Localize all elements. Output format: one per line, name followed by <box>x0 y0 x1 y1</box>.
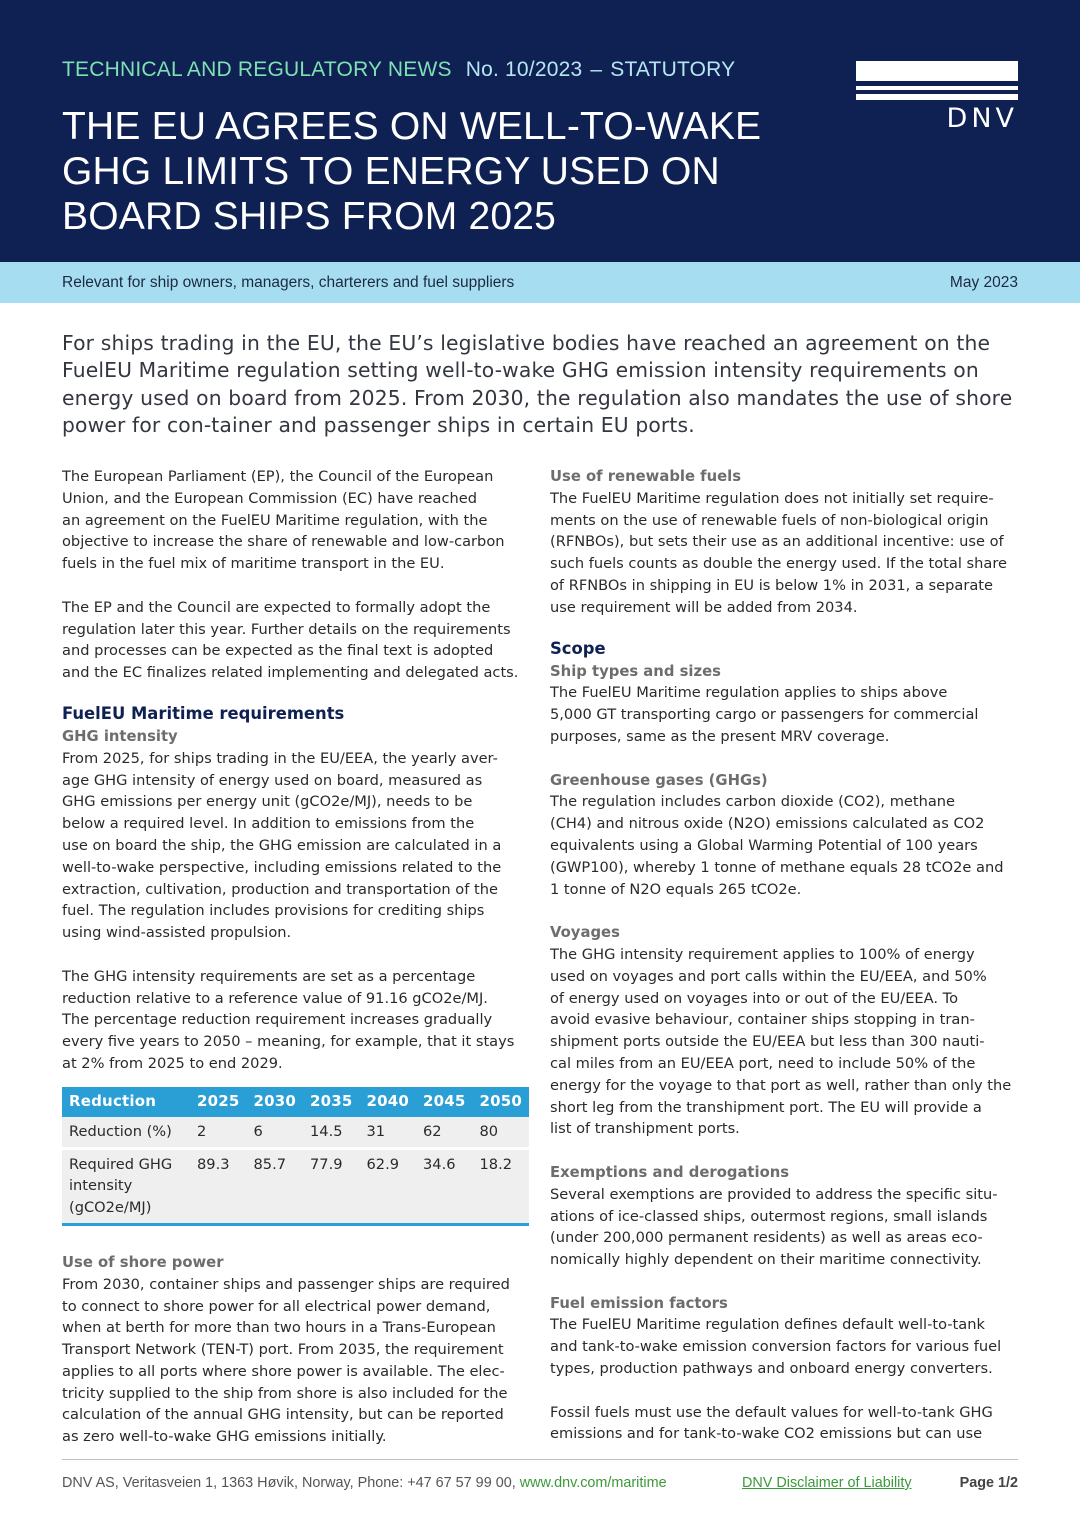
table-row <box>62 1148 529 1224</box>
intro-paragraph-1 <box>62 466 532 575</box>
lead-line: For ships trading in the EU, the EU’s legislative bodies have reached an agreement on the <box>62 331 991 355</box>
disclaimer-link[interactable]: DNV Disclaimer of Liability <box>742 1475 912 1491</box>
page-number: Page 1/2 <box>959 1475 1018 1491</box>
subheading-exemptions: Exemptions and derogations <box>550 1163 790 1181</box>
text-line: GHG emissions per energy unit (gCO2e/MJ), needs to be <box>62 793 473 811</box>
issue-number: No. 10/2023 <box>465 58 583 81</box>
text-line: The FuelEU Maritime regulation defines default well-to-tank <box>550 1316 985 1334</box>
text-line: shipment ports outside the EU/EEA but less than 300 nauti- <box>550 1033 985 1051</box>
text-line: use requirement will be added from 2034. <box>550 598 858 616</box>
text-line: avoid evasive behaviour, container ships stopping in tran- <box>550 1011 975 1029</box>
text-line: The EP and the Council are expected to formally adopt the <box>62 598 491 616</box>
text-line: Several exemptions are provided to address the specific situ- <box>550 1185 998 1203</box>
address-text: DNV AS, Veritasveien 1, 1363 Høvik, Norway, Phone: +47 67 57 99 00, <box>62 1475 520 1491</box>
text-line: use on board the ship, the GHG emission are calculated in a <box>62 836 502 854</box>
table-cell: 6 <box>247 1117 304 1148</box>
text-line: (RFNBOs), but sets their use as an additional incentive: use of <box>550 533 1004 551</box>
text-line: The GHG intensity requirement applies to 100% of energy <box>550 945 975 963</box>
title-line: GHG LIMITS TO ENERGY USED ON <box>62 150 720 193</box>
relevance-text: Relevant for ship owners, managers, charterers and fuel suppliers <box>62 274 515 291</box>
table-cell: 89.3 <box>190 1148 247 1224</box>
text-line: when at berth for more than two hours in a Trans-European <box>62 1319 496 1337</box>
relevance-band <box>0 262 1080 303</box>
ghgs-paragraph <box>550 791 1020 900</box>
text-line: to connect to shore power for all electrical power demand, <box>62 1297 491 1315</box>
text-line: The percentage reduction requirement increases gradually <box>62 1011 493 1029</box>
ship-types-paragraph <box>550 682 1020 747</box>
lead-paragraph <box>62 330 1022 439</box>
text-line: well-to-wake perspective, including emissions related to the <box>62 858 502 876</box>
text-line: nomically highly dependent on their maritime connectivity. <box>550 1251 982 1269</box>
emission-factors-paragraph-2 <box>550 1402 1020 1446</box>
text-line: below a required level. In addition to emissions from the <box>62 815 475 833</box>
header-banner <box>0 0 1080 262</box>
lead-line: energy used on board from 2025. From 2030, the regulation also mandates the use of shore <box>62 385 1013 410</box>
newsletter-kicker <box>62 58 735 82</box>
dnv-logo <box>856 61 1018 133</box>
text-line: Union, and the European Commission (EC) have reached <box>62 489 477 507</box>
text-line: Transport Network (TEN-T) port. From 2035, the requirement <box>62 1341 504 1359</box>
ghg-paragraph-1 <box>62 748 532 944</box>
text-line: ations of ice-classed ships, outermost regions, small islands <box>550 1207 988 1225</box>
text-line: fuel. The regulation includes provisions for crediting ships <box>62 902 485 920</box>
table-cell: 77.9 <box>303 1148 360 1224</box>
text-line: objective to increase the share of renewable and low-carbon <box>62 533 505 551</box>
table-row <box>62 1117 529 1148</box>
series-name: TECHNICAL AND REGULATORY NEWS <box>62 58 452 81</box>
text-line: and the EC finalizes related implementing and delegated acts. <box>62 664 519 682</box>
subheading-emission-factors: Fuel emission factors <box>550 1294 728 1312</box>
table-header-cell: 2040 <box>360 1087 417 1117</box>
text-line: as zero well-to-wake GHG emissions initially. <box>62 1428 387 1446</box>
table-header-cell: 2025 <box>190 1087 247 1117</box>
text-line: From 2030, container ships and passenger ships are required <box>62 1275 510 1293</box>
table-cell: Reduction (%) <box>62 1117 190 1148</box>
table-cell: 62 <box>416 1117 473 1148</box>
text-line: extraction, cultivation, production and transportation of the <box>62 880 498 898</box>
text-line: every five years to 2050 – meaning, for example, that it stays <box>62 1033 515 1051</box>
text-line: an agreement on the FuelEU Maritime regulation, with the <box>62 511 488 529</box>
emission-factors-paragraph-1 <box>550 1314 1020 1379</box>
table-cell: Required GHG intensity (gCO2e/MJ) <box>62 1148 190 1224</box>
text-line: (GWP100), whereby 1 tonne of methane equals 28 tCO2e and <box>550 858 1004 876</box>
text-line: cal miles from an EU/EEA port, need to include 50% of the <box>550 1054 976 1072</box>
text-line: From 2025, for ships trading in the EU/EEA, the yearly aver- <box>62 749 498 767</box>
footer-divider <box>62 1459 1018 1460</box>
table-cell: 85.7 <box>247 1148 304 1224</box>
exemptions-paragraph <box>550 1184 1020 1271</box>
table-header-row <box>62 1087 529 1117</box>
table-cell: 62.9 <box>360 1148 417 1224</box>
text-line: types, production pathways and onboard energy converters. <box>550 1360 993 1378</box>
table-cell: 2 <box>190 1117 247 1148</box>
text-line: reduction relative to a reference value of 91.16 gCO2e/MJ. <box>62 989 488 1007</box>
table-cell: 80 <box>473 1117 530 1148</box>
kicker-separator: – <box>590 58 603 81</box>
text-line: The European Parliament (EP), the Council of the European <box>62 468 494 485</box>
text-line: (under 200,000 permanent residents) as well as areas eco- <box>550 1229 983 1247</box>
text-line: used on voyages and port calls within the EU/EEA, and 50% <box>550 967 987 985</box>
text-line: fuels in the fuel mix of maritime transport in the EU. <box>62 555 445 573</box>
title-line: THE EU AGREES ON WELL-TO-WAKE <box>62 105 762 148</box>
lead-line: power for con-tainer and passenger ships in certain EU ports. <box>62 412 695 437</box>
table-cell: 34.6 <box>416 1148 473 1224</box>
table-cell: 14.5 <box>303 1117 360 1148</box>
left-column <box>62 466 532 1448</box>
lead-line: FuelEU Maritime regulation setting well-to-wake GHG emission intensity requirements on <box>62 358 979 383</box>
text-line: of energy used on voyages into or out of the EU/EEA. To <box>550 989 958 1007</box>
page-title <box>62 104 802 239</box>
subheading-ghgs: Greenhouse gases (GHGs) <box>550 771 768 789</box>
subheading-ghg-intensity: GHG intensity <box>62 727 178 745</box>
text-line: list of transhipment ports. <box>550 1120 740 1138</box>
ghg-paragraph-2 <box>62 966 532 1075</box>
website-link[interactable]: www.dnv.com/maritime <box>519 1475 667 1491</box>
text-line: 5,000 GT transporting cargo or passengers for commercial <box>550 706 979 724</box>
subheading-ship-types: Ship types and sizes <box>550 662 721 680</box>
text-line: of RFNBOs in shipping in EU is below 1% in 2031, a separate <box>550 576 993 594</box>
right-column <box>550 466 1020 1445</box>
text-line: and processes can be expected as the final text is adopted <box>62 642 494 660</box>
text-line: such fuels counts as double the energy used. If the total share <box>550 555 1007 573</box>
logo-bar-icon <box>856 61 1018 81</box>
text-line: The GHG intensity requirements are set as a percentage <box>62 967 476 985</box>
text-line: purposes, same as the present MRV coverage. <box>550 727 890 745</box>
text-line: ments on the use of renewable fuels of non-biological origin <box>550 511 989 529</box>
footer-address <box>62 1475 667 1491</box>
category-label: STATUTORY <box>610 58 736 81</box>
text-line: regulation later this year. Further details on the requirements <box>62 620 511 638</box>
table-header-cell: Reduction <box>62 1087 190 1117</box>
table-header-cell: 2035 <box>303 1087 360 1117</box>
text-line: energy for the voyage to that port as well, rather than only the <box>550 1076 1012 1094</box>
text-line: The FuelEU Maritime regulation applies to ships above <box>550 684 948 702</box>
table-header-cell: 2030 <box>247 1087 304 1117</box>
text-line: emissions and for tank-to-wake CO2 emissions but can use <box>550 1425 983 1443</box>
text-line: Fossil fuels must use the default values for well-to-tank GHG <box>550 1403 993 1421</box>
page-footer <box>62 1475 1018 1495</box>
text-line: equivalents using a Global Warming Potential of 100 years <box>550 836 978 854</box>
text-line: short leg from the transhipment port. The EU will provide a <box>550 1098 982 1116</box>
shore-power-paragraph <box>62 1274 532 1448</box>
text-line: at 2% from 2025 to end 2029. <box>62 1054 283 1072</box>
voyages-paragraph <box>550 944 1020 1140</box>
text-line: The regulation includes carbon dioxide (CO2), methane <box>550 793 956 811</box>
subheading-renewable-fuels: Use of renewable fuels <box>550 468 742 485</box>
logo-wordmark: DNV <box>946 103 1018 134</box>
intro-paragraph-2 <box>62 597 532 684</box>
text-line: tricity supplied to the ship from shore is also included for the <box>62 1384 508 1402</box>
text-line: The FuelEU Maritime regulation does not initially set require- <box>550 489 994 507</box>
subheading-voyages: Voyages <box>550 924 620 942</box>
renewable-fuels-paragraph <box>550 488 1020 619</box>
publication-date: May 2023 <box>949 274 1018 291</box>
table-header-cell: 2045 <box>416 1087 473 1117</box>
subheading-shore-power: Use of shore power <box>62 1253 224 1271</box>
text-line: using wind-assisted propulsion. <box>62 924 292 942</box>
text-line: calculation of the annual GHG intensity, but can be reported <box>62 1406 504 1424</box>
section-heading-scope: Scope <box>550 638 606 658</box>
text-line: age GHG intensity of energy used on board, measured as <box>62 771 483 789</box>
text-line: and tank-to-wake emission conversion factors for various fuel <box>550 1338 1002 1356</box>
table-header-cell: 2050 <box>473 1087 530 1117</box>
section-heading-requirements: FuelEU Maritime requirements <box>62 703 345 723</box>
table-cell: 18.2 <box>473 1148 530 1224</box>
text-line: applies to all ports where shore power is available. The elec- <box>62 1362 505 1380</box>
title-line: BOARD SHIPS FROM 2025 <box>62 195 557 238</box>
reduction-table <box>62 1087 529 1226</box>
logo-bar-icon <box>856 94 1018 100</box>
logo-bar-icon <box>856 86 1018 90</box>
table-cell: 31 <box>360 1117 417 1148</box>
text-line: (CH4) and nitrous oxide (N2O) emissions calculated as CO2 <box>550 815 985 833</box>
text-line: 1 tonne of N2O equals 265 tCO2e. <box>550 880 802 898</box>
